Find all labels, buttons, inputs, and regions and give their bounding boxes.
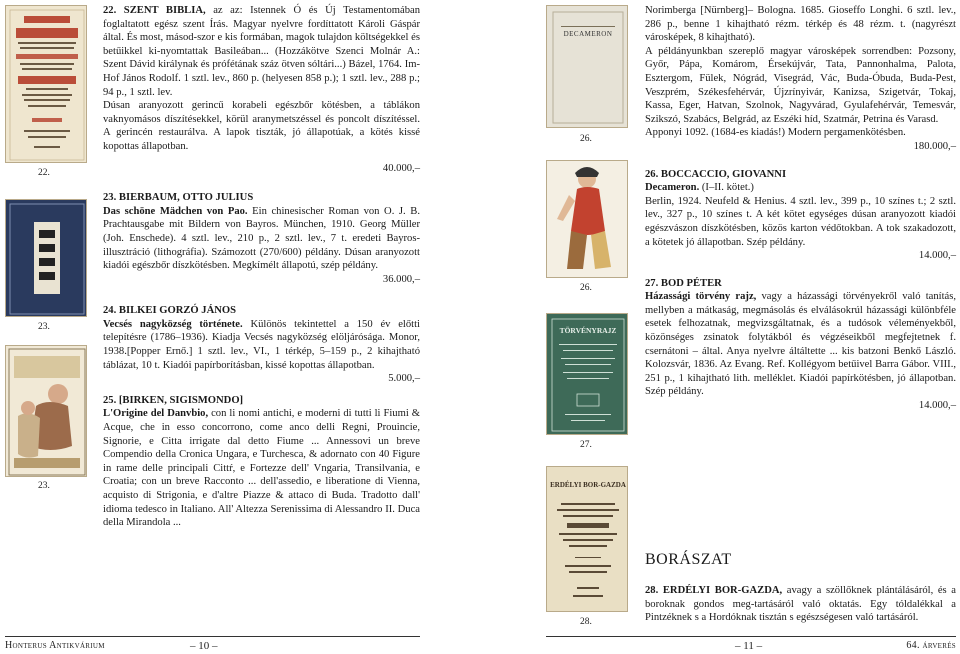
left-footer-publisher: Honterus Antikvárium bbox=[5, 640, 105, 651]
left-text-column bbox=[103, 4, 420, 530]
right-page-number: – 11 – bbox=[735, 640, 763, 652]
item-25-city-list: A példányunkban szereplő magyar városképek sorrendben: Pozsony, Győr, Pápa, Komárom, Érsekújvár, Tata, Pannonhalma, Palota, Esztergom, Fülek, Nógrád, Visegrád, Vác, Buda-Óbuda, Buda-Pest, Veszprém, Székesfehérvár, Újzrínyivár, Kanizsa, Szigetvár, Tokaj, Kassa, Eger, Hatvan, Szolnok, Nagyvárad, Gyulafehérvár, Temesvár, Szikszó, Szabács, Belgrád, az Eszéki híd, Szatmár, Petrina és Varasd. bbox=[645, 45, 956, 125]
item-25-subtitle: L'Origine del Danvbio, bbox=[103, 408, 209, 420]
bayros-illustration bbox=[6, 346, 87, 477]
right-text-column bbox=[645, 4, 956, 413]
item-25-title: 25. [BIRKEN, SIGISMONDO] bbox=[103, 394, 244, 406]
catalog-item-25 bbox=[103, 394, 420, 530]
item-22-price: 40.000,– bbox=[382, 162, 420, 174]
item-23-body: Ein chinesischer Roman von O. J. B. Prachtausgabe mit Bildern von Bayros. München, 1910. Georg Müller (Joh. Enschede). 4 sztl. lev., 210 p., 2 sztl. lev., 7 t. eredeti Bayros-illusztráció (lithográfia). Számozott (270/600) példány. Dúsan aranyozott kiadói egészbőr díszkötésben. Megkímélt állapotú, szép példány. bbox=[103, 205, 420, 272]
item-27-subtitle: Házassági törvény rajz, bbox=[645, 291, 757, 303]
item-28-body: avagy a szöllőknek plántálásáról, és a boroknak gondos meg-tartásáról való oktatás. Egy tóldalékkal a Pintzéknek s a Hordóknak tisztán s egészségesen való tartásáról. bbox=[645, 585, 956, 624]
item-25-reference: Apponyi 1092. (1684-es kiadás!) Modern pergamenkötésben. bbox=[645, 127, 906, 139]
item-26-book-cover-image bbox=[546, 5, 628, 128]
item-28-text bbox=[645, 584, 956, 625]
left-footer-rule bbox=[5, 636, 420, 637]
item-22-body: az az: Istennek Ó és Új Testamentomában foglaltatott egész szent Írás. Magyar nyelvre fordíttatott Károli Gáspár által. És most, másod-szor e kis formában, magok tulajdon költségekkel és betűikkel ki-nyomtattak Basileában... (Hozzákötve Szenci Molnár A.: Szent Dávid királynak és prófétának száz ötven sóltári...) Bázel, 1764. Im-Hof János Rodolf. 1 sztl. lev., 860 p. (helyesen 858 p.); 1 sztl. lev., 288 p.; 94 p., 1 sztl. lev. bbox=[103, 5, 420, 98]
catalog-item-25-continued bbox=[645, 4, 956, 154]
catalog-item-27 bbox=[645, 277, 956, 413]
item-24-subtitle: Vecsés nagyközség története. bbox=[103, 318, 243, 330]
item-27-price: 14.000,– bbox=[918, 400, 956, 412]
blue-cloth-cover-illustration bbox=[6, 200, 87, 317]
catalog-item-26 bbox=[645, 168, 956, 263]
item-26-price: 14.000,– bbox=[918, 250, 956, 262]
item-25-price: 180.000,– bbox=[913, 140, 956, 152]
decameron-plate-illustration bbox=[547, 161, 628, 278]
item-23-subtitle: Das schöne Mädchen von Pao. bbox=[103, 205, 248, 217]
item-23-illustration-image bbox=[5, 345, 87, 477]
title-page-illustration bbox=[6, 6, 87, 163]
torvenyrajz-cover-title: TÖRVÉNYRAJZ bbox=[559, 326, 617, 335]
item-22-condition: Dúsan aranyozott gerincű korabeli egészbőr kötésben, a táblákon vaknyomásos díszítésekkel, körül aranymetszéssel és poncolt díszítéssel. A gerincén restaurálva. A lapok tiszták, jó állapotúak, a kötés kissé kopottas állapotban. bbox=[103, 100, 420, 152]
item-24-text bbox=[103, 318, 420, 372]
item-24-price: 5.000,– bbox=[388, 373, 420, 385]
image-label-23a: 23. bbox=[38, 322, 50, 332]
right-footer-rule bbox=[546, 636, 956, 637]
item-23-text bbox=[103, 205, 420, 273]
left-page-number: – 10 – bbox=[190, 640, 218, 652]
catalog-item-22 bbox=[103, 4, 420, 175]
item-27-book-cover-image bbox=[546, 313, 628, 435]
item-22-title-page-image bbox=[5, 5, 87, 163]
item-25-body: con li nomi antichi, e moderni di tutti li Fiumi & Acque, che in esso concorrono, come anco delli Regni, Prouincie, Signorie, e Citta irrigate dal detto Fiume ... Annessovi un breve Compendio della Cronica Ungara, e Turchesca, & adornato con 40 Figure in rame delle principali Cittŕ, e Fortezze dell' Vngaria, Transilvania, e Croatia; con un breve Racconto ... dell'assedio, e liberatione di Vienna, acquisto di Strigonia, e d'altre Piazze & attaco di Buda. Tradotto dall' idioma tedesco in Italiano. All' Altezza Serenissima di Alessandro II. Duca della Mirandola ... bbox=[103, 408, 420, 529]
item-27-title: 27. BOD PÉTER bbox=[645, 277, 722, 289]
image-label-28: 28. bbox=[580, 617, 592, 627]
right-page bbox=[480, 0, 960, 654]
item-27-body: vagy a házassági törvényekről való tanítás, mellyben a mátkaság, megmásolás és elválásokrúl házassági különbféle esetek felhozatnak, megvizsgáltatnak, és a tudósok véleményekből, közönséges zsinatok folytákból és végzéseikből megfejtetnek f. csernátoni – által. Anya nyelvre áltáltette ... kis batzoni Benkő László. Kolozsvár, 1836. Az Evang. Ref. Kollégyom betűivel Barra Gábor. VIII., 251 p., 1 kihajtható lith. melléklet. Kiadói papírkötésben, jó állapotban. Szép példány. bbox=[645, 291, 957, 398]
image-label-27: 27. bbox=[580, 440, 592, 450]
item-26-body: Berlin, 1924. Neufeld & Henius. 4 sztl. lev., 399 p., 10 színes t.; 2 sztl. lev., 327 p., 10 színes t. A két kötet egységes dúsan aranyozott kiadói egészvászon díszkötésben, közös karton védőtokban. A tok szakadozott, a kötetek jó állapotban. Szép példány. bbox=[645, 195, 956, 248]
image-label-26b: 26. bbox=[580, 283, 592, 293]
decameron-cover-illustration bbox=[547, 6, 628, 128]
item-26-illustration-image bbox=[546, 160, 628, 278]
item-28-title: 28. ERDÉLYI BOR-GAZDA, bbox=[645, 585, 783, 596]
item-23-price: 36.000,– bbox=[382, 273, 420, 285]
bor-gazda-cover-title: ERDÉLYI BOR-GAZDA bbox=[550, 481, 626, 489]
item-28-title-page-image bbox=[546, 466, 628, 612]
catalog-item-24 bbox=[103, 304, 420, 386]
item-26-title: 26. BOCCACCIO, GIOVANNI bbox=[645, 168, 787, 180]
section-heading-boraszat: BORÁSZAT bbox=[645, 551, 732, 568]
item-22-title: 22. SZENT BIBLIA, bbox=[103, 5, 206, 16]
image-label-23b: 23. bbox=[38, 481, 50, 491]
item-25-continued-body: Norimberga [Nürnberg]– Bologna. 1685. Gioseffo Longhi. 6 sztl. lev., 286 p., benne 1 kihajtható rézm. térkép és 48 rézm. t. (nagyrészt városképek, 8 kihajtható). bbox=[645, 5, 956, 44]
item-23-book-cover-image bbox=[5, 199, 87, 317]
item-22-text bbox=[103, 4, 420, 99]
item-26-subtitle: Decameron. bbox=[645, 182, 700, 194]
item-25-text bbox=[103, 407, 420, 529]
image-label-26a: 26. bbox=[580, 134, 592, 144]
item-24-body: Különös tekintettel a 150 év előtti telepítésre (1786–1936). Kiadja Vecsés nagyközség elöljárósága. Monor, 1938.[Popper Ernő.] 1 sztl. lev., VI., 1 térkép, 5–159 p., 2 kihajtható táblázat, 10 t. Kiadói papírborításban, kissé kopottas állapotban. bbox=[103, 318, 420, 371]
right-footer-auction: 64. árverés bbox=[906, 640, 956, 651]
item-27-text bbox=[645, 290, 956, 399]
item-26-subtitle-rest: (I–II. kötet.) bbox=[701, 182, 754, 194]
catalog-item-23 bbox=[103, 191, 420, 286]
catalog-item-28 bbox=[645, 584, 956, 625]
decameron-cover-title: DECAMERON bbox=[563, 30, 613, 38]
item-24-title: 24. BILKEI GORZÓ JÁNOS bbox=[103, 305, 237, 317]
item-23-title: 23. BIERBAUM, OTTO JULIUS bbox=[103, 192, 254, 204]
item-26-subtitle-line bbox=[645, 181, 956, 195]
image-label-22: 22. bbox=[38, 168, 50, 178]
